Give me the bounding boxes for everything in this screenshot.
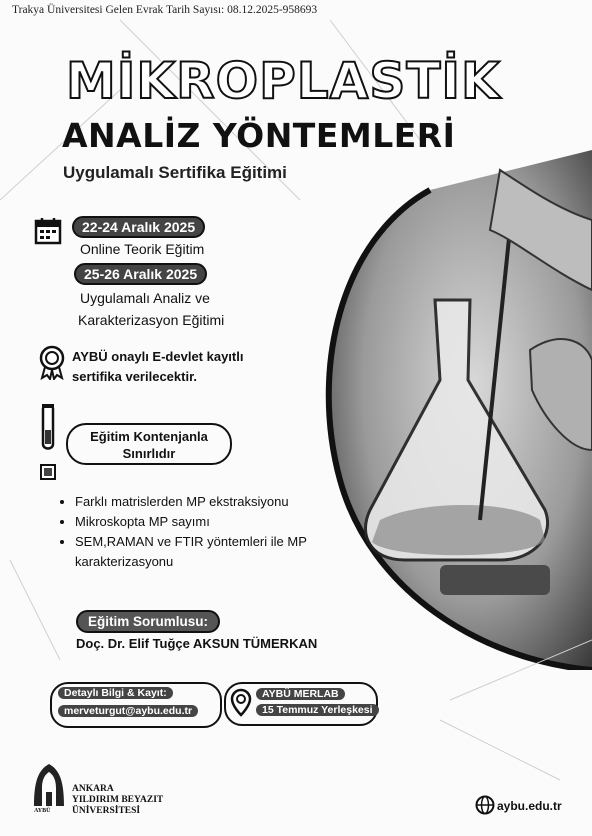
university-name (72, 784, 163, 817)
certificate-badge-icon (36, 344, 68, 380)
location-pin-icon (230, 688, 252, 718)
location-name: AYBÜ MERLAB (256, 688, 345, 700)
calendar-icon (34, 216, 64, 246)
subtitle: Uygulamalı Sertifika Eğitimi (63, 163, 287, 182)
logo-caption: AYBÜ (34, 808, 51, 814)
quota-note (66, 423, 232, 465)
responsible-name: Doç. Dr. Elif Tuğçe AKSUN TÜMERKAN (76, 636, 318, 651)
contact-email[interactable]: merveturgut@aybu.edu.tr (58, 705, 198, 717)
website-link[interactable]: aybu.edu.tr (497, 799, 562, 813)
certificate-note: sertifika verilecektir. (72, 369, 198, 384)
schedule-item-2 (74, 263, 207, 285)
certificate-note: AYBÜ onaylı E-devlet kayıtlı (72, 349, 244, 364)
schedule-description: Uygulamalı Analiz ve (80, 290, 210, 306)
topic-item: • SEM,RAMAN ve FTIR yöntemleri ile MP karakterizasyonu (75, 532, 365, 572)
globe-icon (475, 795, 495, 815)
document-stamp: Trakya Üniversitesi Gelen Evrak Tarih Sayısı: 08.12.2025-958693 (12, 4, 318, 16)
contact-label: Detaylı Bilgi & Kayıt: (58, 687, 173, 699)
date-badge: 25-26 Aralık 2025 (74, 263, 207, 285)
test-tube-icon (40, 404, 56, 452)
schedule-item-1 (72, 216, 205, 238)
title-line1: MİKROPLASTİK (66, 52, 501, 110)
topic-item: • Mikroskopta MP sayımı (75, 512, 365, 532)
topics-list (60, 492, 365, 572)
checkbox-icon (40, 464, 56, 480)
responsible-label: Eğitim Sorumlusu: (76, 610, 220, 633)
quota-line: Sınırlıdır (122, 446, 176, 461)
title-line2: ANALİZ YÖNTEMLERİ (62, 116, 456, 155)
university-name-line: YILDIRIM BEYAZIT (72, 795, 164, 805)
schedule-description: Online Teorik Eğitim (80, 241, 205, 257)
quota-line: Eğitim Kontenjanla (90, 429, 208, 444)
university-name-line: ÜNİVERSİTESİ (72, 806, 141, 816)
schedule-description: Karakterizasyon Eğitimi (78, 312, 225, 328)
contact-box (50, 682, 222, 728)
topic-item: • Farklı matrislerden MP ekstraksiyonu (75, 492, 365, 512)
date-badge: 22-24 Aralık 2025 (72, 216, 205, 238)
location-box (224, 682, 378, 726)
university-name-line: ANKARA (72, 784, 114, 794)
location-address: 15 Temmuz Yerleşkesi (256, 704, 379, 716)
